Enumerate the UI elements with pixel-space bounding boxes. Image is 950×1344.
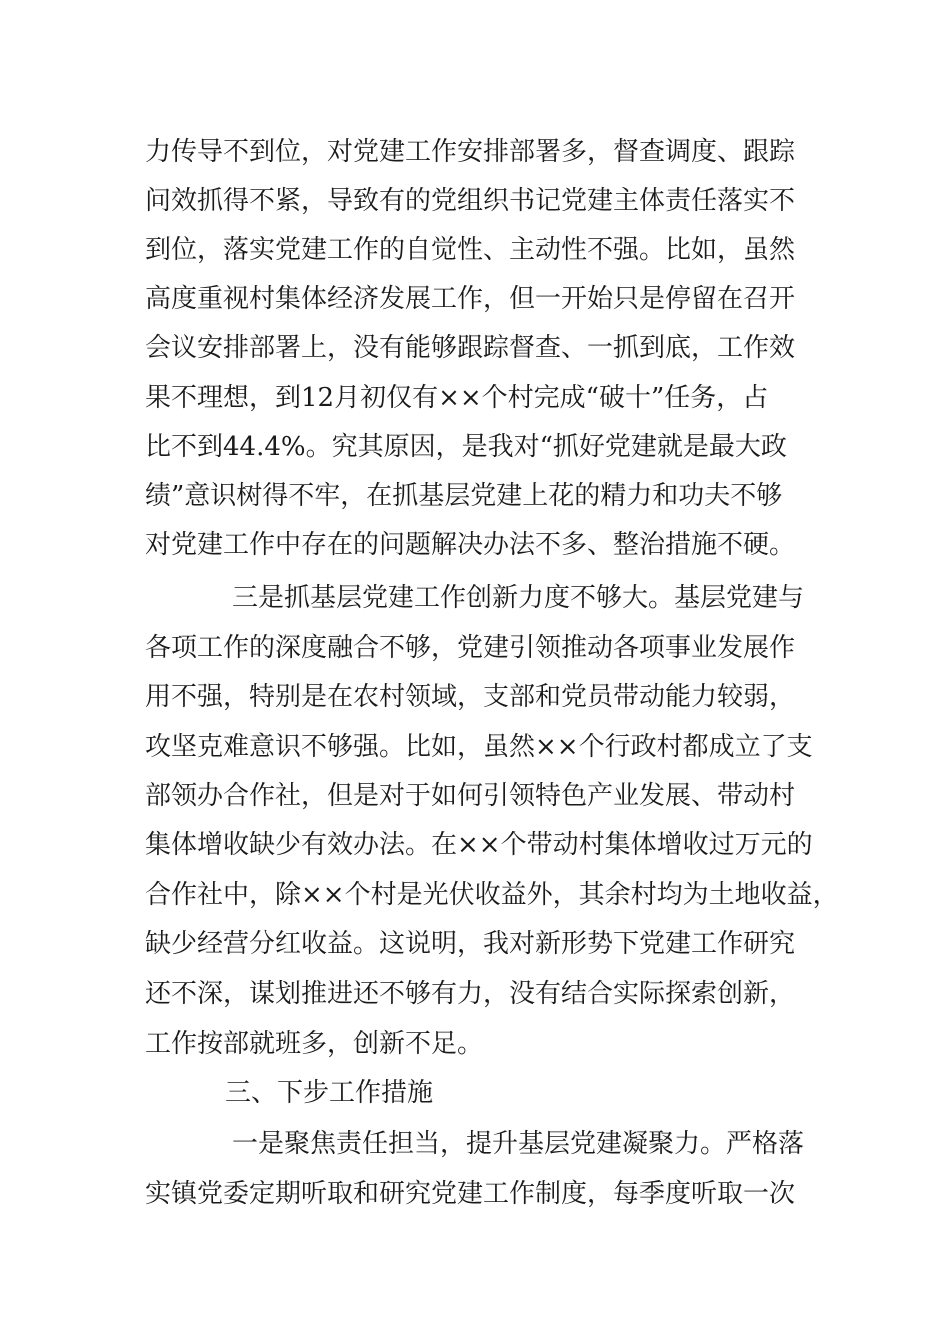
body-text-line: 绩”意识树得不牢，在抓基层党建上花的精力和功夫不够 [145, 481, 783, 511]
body-text-line: 用不强，特别是在农村领域，支部和党员带动能力较弱， [145, 682, 796, 712]
body-text-line: 合作社中，除××个村是光伏收益外，其余村均为土地收益， [145, 880, 839, 910]
body-text-line: 攻坚克难意识不够强。比如，虽然××个行政村都成立了支 [145, 732, 813, 762]
body-text-line: 会议安排部署上，没有能够跟踪督查、一抓到底，工作效 [145, 333, 796, 363]
body-text-line: 高度重视村集体经济发展工作，但一开始只是停留在召开 [145, 284, 796, 314]
body-text-line: 对党建工作中存在的问题解决办法不多、整治措施不硬。 [145, 530, 796, 560]
paragraph-first-line: 三是抓基层党建工作创新力度不够大。基层党建与 [232, 583, 805, 613]
body-text-line: 实镇党委定期听取和研究党建工作制度，每季度听取一次 [145, 1179, 796, 1209]
body-text-line: 果不理想，到12月初仅有××个村完成“破十”任务，占 [145, 383, 769, 413]
body-text-line: 工作按部就班多，创新不足。 [145, 1029, 484, 1059]
body-text-line: 还不深，谋划推进还不够有力，没有结合实际探索创新， [145, 979, 796, 1009]
body-text-line: 比不到44.4%。究其原因，是我对“抓好党建就是最大政 [145, 432, 787, 462]
paragraph-first-line: 一是聚焦责任担当，提升基层党建凝聚力。严格落 [232, 1129, 805, 1159]
body-text-line: 集体增收缺少有效办法。在××个带动村集体增收过万元的 [145, 830, 813, 860]
body-text-line: 问效抓得不紧，导致有的党组织书记党建主体责任落实不 [145, 186, 796, 216]
body-text-line: 缺少经营分红收益。这说明，我对新形势下党建工作研究 [145, 929, 796, 959]
body-text-line: 部领办合作社，但是对于如何引领特色产业发展、带动村 [145, 781, 796, 811]
section-heading: 三、下步工作措施 [225, 1078, 434, 1108]
body-text-line: 力传导不到位，对党建工作安排部署多，督查调度、跟踪 [145, 137, 796, 167]
body-text-line: 各项工作的深度融合不够，党建引领推动各项事业发展作 [145, 633, 796, 663]
body-text-line: 到位，落实党建工作的自觉性、主动性不强。比如，虽然 [145, 235, 796, 265]
